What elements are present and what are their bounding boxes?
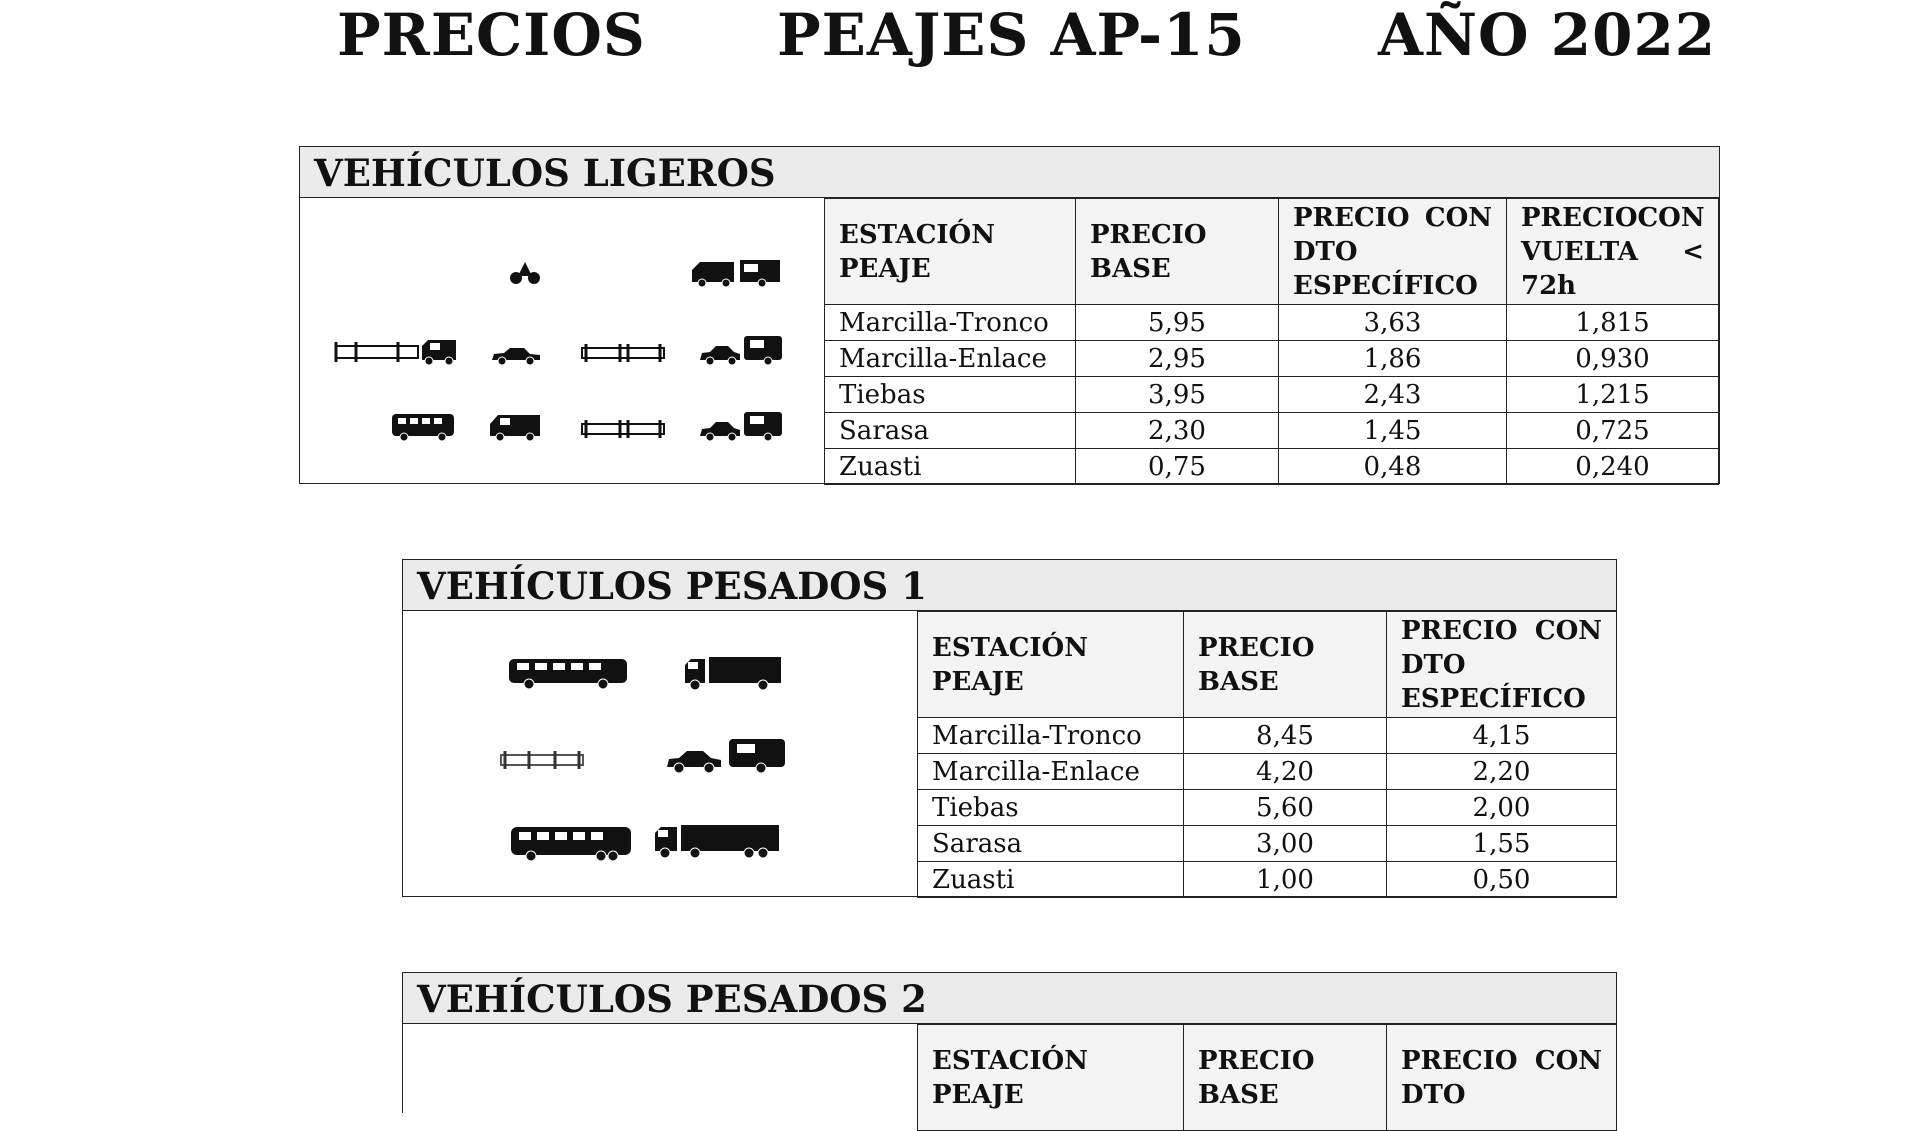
station-name: Marcilla-Enlace [918, 754, 1184, 790]
heavy-1-price-table [917, 611, 1617, 898]
bus-icon [507, 655, 629, 691]
axle-diagram-icon [499, 749, 585, 771]
discount-price: 0,50 [1387, 862, 1617, 898]
station-name: Tiebas [825, 377, 1076, 413]
header-discount-price: PRECIO CON DTO [1387, 1025, 1617, 1131]
discount-price: 1,55 [1387, 826, 1617, 862]
base-price: 2,95 [1076, 341, 1279, 377]
base-price: 4,20 [1184, 754, 1387, 790]
station-name: Zuasti [825, 449, 1076, 485]
table-row [825, 305, 1719, 341]
base-price: 1,00 [1184, 862, 1387, 898]
section-title: VEHÍCULOS PESADOS 2 [403, 973, 1616, 1024]
header-base-price: PRECIO BASE [1184, 612, 1387, 718]
station-name: Zuasti [918, 862, 1184, 898]
heading-prices: PRECIOS [337, 1, 646, 69]
table-row [918, 790, 1617, 826]
table-row [825, 413, 1719, 449]
table-row [918, 718, 1617, 754]
minibus-icon [390, 412, 456, 442]
station-name: Marcilla-Enlace [825, 341, 1076, 377]
station-name: Marcilla-Tronco [918, 718, 1184, 754]
station-name: Marcilla-Tronco [825, 305, 1076, 341]
van-with-trailer-icon [690, 258, 782, 288]
return-price: 1,215 [1507, 377, 1719, 413]
header-base-price: PRECIO BASE [1184, 1025, 1387, 1131]
return-price: 0,725 [1507, 413, 1719, 449]
car-with-caravan-icon [698, 332, 784, 366]
discount-price: 0,48 [1279, 449, 1507, 485]
motorcycle-icon [508, 258, 542, 286]
discount-price: 4,15 [1387, 718, 1617, 754]
table-header-row [918, 612, 1617, 718]
station-name: Tiebas [918, 790, 1184, 826]
header-return-price: PRECIO CON VUELTA < 72h [1507, 199, 1719, 305]
discount-price: 2,20 [1387, 754, 1617, 790]
van-icon [488, 412, 542, 442]
header-base-price: PRECIO BASE [1076, 199, 1279, 305]
base-price: 0,75 [1076, 449, 1279, 485]
header-station: ESTACIÓN PEAJE [918, 1025, 1184, 1131]
return-price: 0,240 [1507, 449, 1719, 485]
heading-tolls-ap15: PEAJES AP-15 [777, 1, 1246, 69]
section-heavy-vehicles-2 [402, 972, 1617, 1113]
header-discount-price: PRECIO CON DTO ESPECÍFICO [1279, 199, 1507, 305]
vehicle-icons-light [300, 200, 824, 483]
base-price: 5,60 [1184, 790, 1387, 826]
table-row [825, 377, 1719, 413]
truck-icon [683, 655, 783, 693]
heavy-2-price-table [917, 1024, 1617, 1131]
table-row [918, 826, 1617, 862]
table-row [825, 449, 1719, 485]
table-row [825, 341, 1719, 377]
return-price: 0,930 [1507, 341, 1719, 377]
discount-price: 2,43 [1279, 377, 1507, 413]
header-station: ESTACIÓN PEAJE [825, 199, 1076, 305]
base-price: 2,30 [1076, 413, 1279, 449]
vehicle-icons-heavy-1 [403, 613, 917, 896]
discount-price: 1,86 [1279, 341, 1507, 377]
table-row [918, 754, 1617, 790]
header-station: ESTACIÓN PEAJE [918, 612, 1184, 718]
axle-diagram-icon [580, 418, 666, 440]
van-icon [420, 338, 458, 366]
car-with-caravan-icon [698, 408, 784, 442]
station-name: Sarasa [825, 413, 1076, 449]
section-heavy-vehicles-1 [402, 559, 1617, 897]
base-price: 3,00 [1184, 826, 1387, 862]
light-vehicles-price-table [824, 198, 1719, 485]
header-discount-price: PRECIO CON DTO ESPECÍFICO [1387, 612, 1617, 718]
base-price: 8,45 [1184, 718, 1387, 754]
section-title: VEHÍCULOS PESADOS 1 [403, 560, 1616, 611]
discount-price: 3,63 [1279, 305, 1507, 341]
coach-icon [509, 823, 633, 863]
car-with-caravan-icon [665, 735, 787, 775]
discount-price: 2,00 [1387, 790, 1617, 826]
base-price: 3,95 [1076, 377, 1279, 413]
base-price: 5,95 [1076, 305, 1279, 341]
axle-diagram-icon [334, 340, 420, 364]
heading-year: AÑO 2022 [1378, 1, 1717, 69]
car-icon [490, 346, 542, 366]
station-name: Sarasa [918, 826, 1184, 862]
discount-price: 1,45 [1279, 413, 1507, 449]
section-light-vehicles [299, 146, 1720, 484]
return-price: 1,815 [1507, 305, 1719, 341]
table-header-row [918, 1025, 1617, 1131]
axle-diagram-icon [580, 342, 666, 364]
section-title: VEHÍCULOS LIGEROS [300, 147, 1719, 198]
table-header-row [825, 199, 1719, 305]
truck-with-trailer-icon [653, 821, 781, 863]
table-row [918, 862, 1617, 898]
